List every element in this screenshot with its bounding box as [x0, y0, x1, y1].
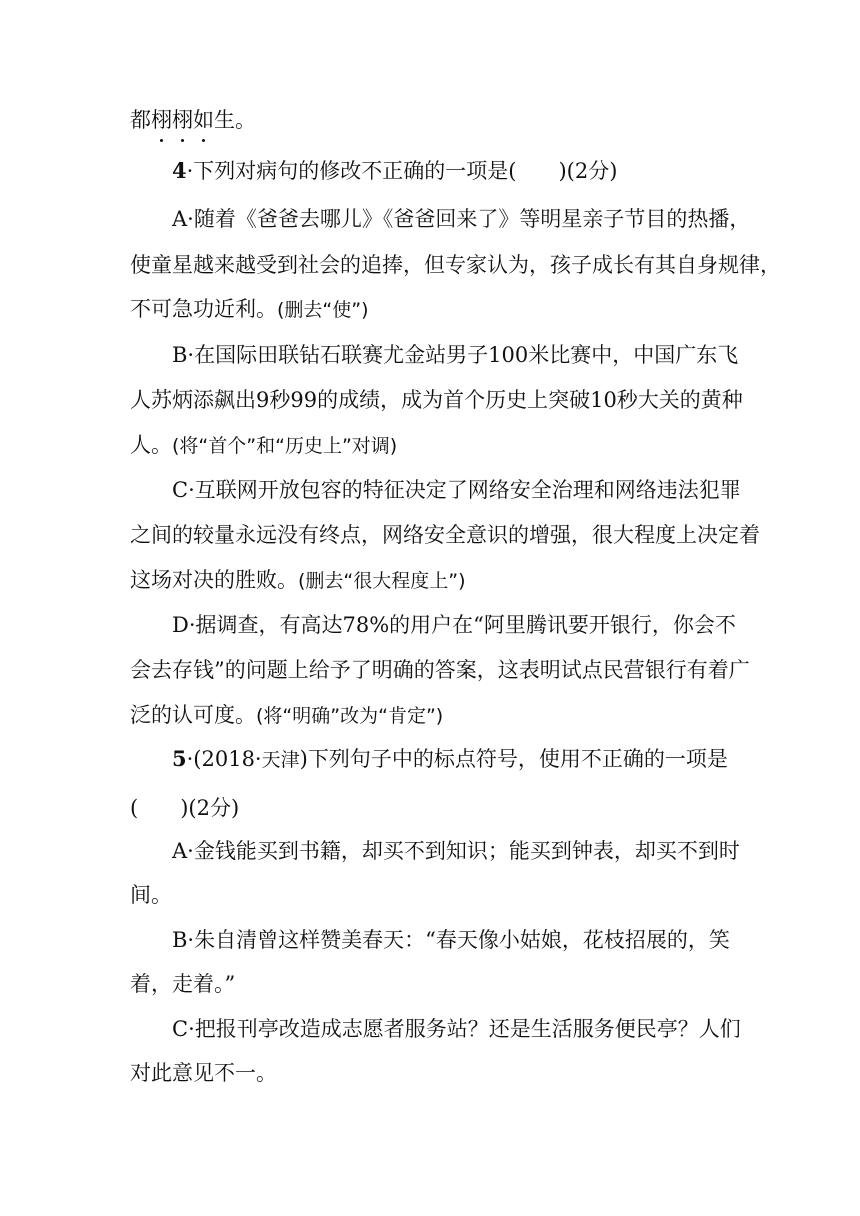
q5-stem-line2: ( )(2分) — [130, 796, 240, 820]
q4-option-c-text: 这场对决的胜败。 — [130, 568, 298, 592]
q5-option-b-line2: 着，走着。” — [130, 972, 236, 996]
q4-option-a-line3 — [130, 294, 369, 325]
q4-option-a-line2: 使童星越来越受到社会的追捧，但专家认为，孩子成长有其自身规律， — [130, 253, 781, 277]
q4-stem-line — [172, 156, 617, 186]
q4-stem: ·下列对病句的修改不正确的一项是( )(2分) — [186, 159, 618, 183]
q5-number: 5 — [172, 746, 187, 771]
q4-option-d-line1: D·据调查，有高达78%的用户在“阿里腾讯要开银行，你会不 — [172, 613, 736, 637]
q4-option-d-line3 — [130, 700, 443, 731]
fragment-suffix: 生。 — [214, 108, 256, 132]
q5-stem-line — [172, 744, 728, 775]
q4-option-b-text: 人。 — [130, 433, 172, 457]
q4-number: 4 — [172, 158, 187, 183]
q4-option-d-line2: 会去存钱”的问题上给予了明确的答案，这表明试点民营银行有着广 — [130, 658, 750, 682]
q4-option-a-note: (删去“使”) — [277, 299, 369, 321]
q5-stem-source: 天津 — [261, 749, 300, 771]
q5-option-a-line2: 间。 — [130, 883, 172, 907]
q5-option-a-line1: A·金钱能买到书籍，却买不到知识；能买到钟表，却买不到时 — [172, 839, 740, 863]
q4-option-b-line3 — [130, 430, 397, 461]
q4-option-b-note: (将“首个”和“历史上”对调) — [172, 435, 398, 457]
q5-stem-suffix: )下列句子中的标点符号，使用不正确的一项是 — [299, 747, 728, 771]
q4-option-d-note: (将“明确”改为“肯定”) — [256, 705, 444, 727]
q4-option-c-note: (删去“很大程度上”) — [298, 570, 466, 592]
q5-option-b-line1: B·朱自清曾这样赞美春天：“春天像小姑娘，花枝招展的，笑 — [172, 928, 730, 952]
q5-stem-prefix: ·(2018· — [186, 747, 262, 771]
q4-option-d-text: 泛的认可度。 — [130, 703, 256, 727]
fragment-line — [130, 105, 256, 135]
q4-option-c-line1: C·互联网开放包容的特征决定了网络安全治理和网络违法犯罪 — [172, 478, 741, 502]
q4-option-b-line2: 人苏炳添飙出9秒99的成绩，成为首个历史上突破10秒大关的黄种 — [130, 388, 743, 412]
q4-option-b-line1: B·在国际田联钻石联赛尤金站男子100米比赛中，中国广东飞 — [172, 343, 739, 367]
q5-option-c-line2: 对此意见不一。 — [130, 1061, 277, 1085]
q4-option-c-line2: 之间的较量永远没有终点，网络安全意识的增强，很大程度上决定着 — [130, 523, 760, 547]
q5-option-c-line1: C·把报刊亭改造成志愿者服务站？还是生活服务便民亭？人们 — [172, 1017, 741, 1041]
fragment-prefix: 都 — [130, 108, 151, 132]
q4-option-c-line3 — [130, 565, 466, 596]
q4-option-a-line1: A·随着《爸爸去哪儿》《爸爸回来了》等明星亲子节目的热播， — [172, 207, 751, 231]
q4-option-a-text: 不可急功近利。 — [130, 297, 277, 321]
emphasized-text: 栩栩如 — [151, 108, 214, 132]
